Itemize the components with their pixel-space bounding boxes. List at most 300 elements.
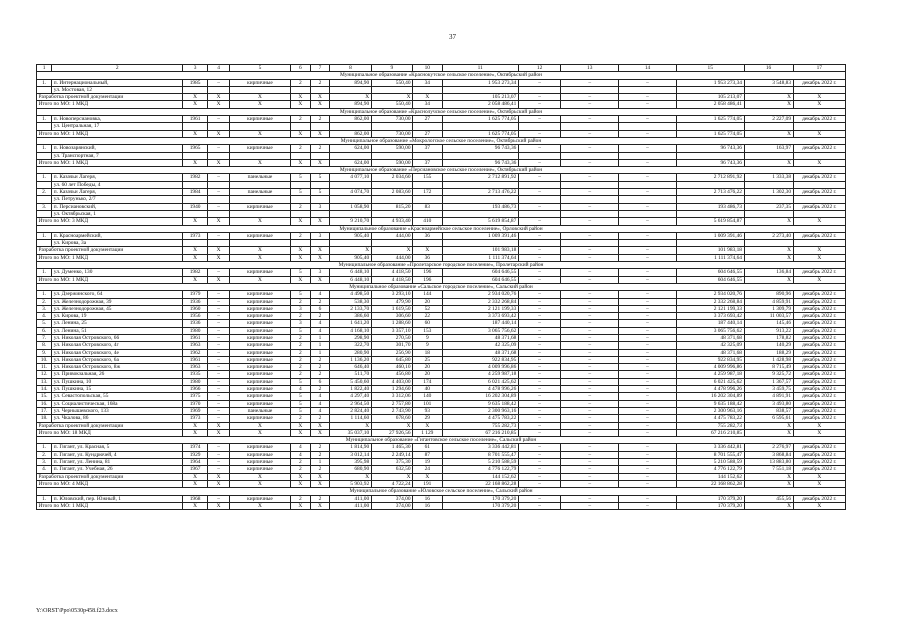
table-cell: 237,35: [744, 203, 793, 210]
table-cell: [518, 152, 561, 159]
table-cell: 2 300 963,16: [676, 407, 744, 414]
table-cell: [208, 240, 230, 247]
table-cell: 13 883,80: [744, 459, 793, 466]
table-cell: X: [793, 130, 845, 137]
table-cell: –: [619, 232, 677, 239]
table-cell: декабрь 2022 г.: [793, 232, 845, 239]
table-cell: 2 276,97: [744, 444, 793, 451]
table-cell: 178,82: [744, 334, 793, 341]
table-cell: –: [619, 269, 677, 276]
table-cell: 2: [290, 349, 310, 356]
table-cell: –: [208, 371, 230, 378]
table-cell: 2: [290, 415, 310, 422]
table-row: [37, 305, 846, 312]
column-number-row: [37, 65, 846, 72]
table-cell: 174: [413, 378, 442, 385]
table-cell: 1982: [183, 174, 208, 181]
table-cell: –: [561, 269, 619, 276]
table-cell: –: [561, 130, 619, 137]
table-cell: 632,50: [371, 466, 412, 473]
table-cell: 1.: [37, 232, 52, 239]
table-cell: –: [619, 459, 677, 466]
table-cell: 27: [413, 130, 442, 137]
table-cell: 2: [290, 298, 310, 305]
table-cell: 2 743,90: [371, 407, 412, 414]
table-cell: 730,00: [371, 116, 412, 123]
table-cell: 24: [413, 466, 442, 473]
table-cell: X: [229, 159, 290, 166]
table-cell: кирпичные: [229, 495, 290, 502]
table-cell: 37: [413, 145, 442, 152]
table-cell: [310, 196, 330, 203]
table-cell: X: [744, 429, 793, 436]
table-cell: 1.: [37, 145, 52, 152]
table-cell: декабрь 2022 г.: [793, 334, 845, 341]
table-row: [37, 298, 846, 305]
row-label: Итого по МО: 4 МКД: [37, 480, 183, 487]
table-cell: 1: [310, 349, 330, 356]
table-cell: 678,60: [371, 415, 412, 422]
table-cell: [330, 196, 371, 203]
table-cell: [619, 196, 677, 203]
table-cell: 35 037,10: [330, 429, 371, 436]
table-cell: –: [561, 189, 619, 196]
table-cell: –: [208, 459, 230, 466]
table-cell: –: [561, 101, 619, 108]
table-cell: 298,90: [330, 334, 371, 341]
table-cell: [413, 196, 442, 203]
table-cell: –: [208, 495, 230, 502]
table-cell: X: [208, 218, 230, 225]
table-row: [37, 313, 846, 320]
table-cell: 604 646,55: [442, 276, 518, 283]
table-cell: [330, 123, 371, 130]
table-cell: кирпичные: [229, 116, 290, 123]
column-number: 10: [413, 65, 442, 72]
table-cell: [371, 210, 412, 217]
table-cell: [330, 210, 371, 217]
table-cell: X: [310, 473, 330, 480]
table-cell: 3 373 693,42: [442, 313, 518, 320]
table-cell: 905,40: [330, 254, 371, 261]
table-cell: 191: [413, 480, 442, 487]
table-cell: 8 701 555,47: [676, 451, 744, 458]
table-cell: 4 074,70: [330, 189, 371, 196]
table-cell: [518, 86, 561, 93]
table-cell: 5: [290, 189, 310, 196]
table-cell: 4 478 996,26: [442, 386, 518, 393]
table-cell: 187 440,14: [676, 320, 744, 327]
table-cell: п. Персиановский,: [52, 203, 183, 210]
table-cell: –: [208, 320, 230, 327]
table-row: [37, 181, 846, 188]
table-cell: 1: [310, 459, 330, 466]
table-cell: кирпичные: [229, 305, 290, 312]
table-cell: 306,60: [371, 313, 412, 320]
table-cell: –: [619, 189, 677, 196]
table-cell: –: [208, 349, 230, 356]
table-cell: [290, 196, 310, 203]
table-cell: X: [183, 422, 208, 429]
table-cell: 34: [413, 79, 442, 86]
table-cell: –: [208, 444, 230, 451]
table-cell: 8.: [37, 342, 52, 349]
table-cell: –: [561, 400, 619, 407]
table-cell: 2 227,09: [744, 116, 793, 123]
table-cell: 1968: [183, 495, 208, 502]
column-number: 2: [52, 65, 183, 72]
table-cell: –: [561, 298, 619, 305]
table-cell: 2: [290, 313, 310, 320]
table-cell: ул. Кирова, 3a: [52, 240, 183, 247]
table-cell: –: [518, 116, 561, 123]
table-cell: 1.: [37, 444, 52, 451]
table-cell: X: [208, 130, 230, 137]
table-cell: ул. Петрунько, 2/7: [52, 196, 183, 203]
table-cell: кирпичные: [229, 203, 290, 210]
table-cell: X: [208, 422, 230, 429]
table-cell: 42 325,09: [676, 342, 744, 349]
table-cell: –: [561, 159, 619, 166]
table-cell: X: [330, 473, 371, 480]
table-cell: декабрь 2022 г.: [793, 79, 845, 86]
table-cell: X: [793, 247, 845, 254]
table-cell: –: [561, 480, 619, 487]
table-cell: [561, 196, 619, 203]
table-row: [37, 189, 846, 196]
table-cell: X: [793, 159, 845, 166]
table-cell: 96 743,36: [442, 159, 518, 166]
table-cell: –: [208, 305, 230, 312]
table-cell: –: [518, 327, 561, 334]
table-cell: 2.: [37, 298, 52, 305]
table-cell: –: [619, 451, 677, 458]
table-cell: X: [290, 101, 310, 108]
table-cell: ул. Ленина, 51: [52, 327, 183, 334]
table-cell: декабрь 2022 г.: [793, 459, 845, 466]
table-cell: 187 440,14: [442, 320, 518, 327]
table-cell: ул. Кирова, 19: [52, 313, 183, 320]
table-cell: –: [208, 415, 230, 422]
table-cell: 18: [413, 349, 442, 356]
table-cell: 1 814,90: [330, 444, 371, 451]
table-cell: кирпичные: [229, 320, 290, 327]
table-row: [37, 240, 846, 247]
table-cell: –: [561, 313, 619, 320]
table-cell: 3 373 693,42: [676, 313, 744, 320]
summary-row: [37, 218, 846, 225]
table-cell: 2 273,40: [744, 232, 793, 239]
table-cell: –: [619, 145, 677, 152]
table-cell: 3 548,83: [744, 79, 793, 86]
table-cell: [561, 152, 619, 159]
table-cell: [290, 210, 310, 217]
table-cell: 456,80: [371, 371, 412, 378]
table-cell: 375,30: [371, 459, 412, 466]
table-row: [37, 459, 846, 466]
table-cell: 1963: [183, 364, 208, 371]
table-cell: 170 379,20: [442, 502, 518, 509]
table-cell: декабрь 2022 г.: [793, 203, 845, 210]
table-cell: [413, 210, 442, 217]
table-cell: [37, 196, 52, 203]
table-cell: 22: [413, 313, 442, 320]
table-cell: 9.: [37, 349, 52, 356]
table-cell: [793, 240, 845, 247]
table-cell: X: [229, 429, 290, 436]
table-cell: 163,97: [744, 145, 793, 152]
table-cell: X: [290, 473, 310, 480]
table-row: [37, 364, 846, 371]
table-cell: 1 129: [413, 429, 442, 436]
table-cell: –: [518, 159, 561, 166]
table-cell: 4 418,50: [371, 269, 412, 276]
table-cell: [229, 86, 290, 93]
table-cell: [793, 210, 845, 217]
section-title: Муниципальное образование «Краснолучское сельское поселение», Октябрьский район: [37, 108, 846, 115]
table-cell: 61: [413, 444, 442, 451]
table-cell: 5 210 588,59: [676, 459, 744, 466]
table-cell: 894,90: [330, 79, 371, 86]
table-cell: –: [561, 422, 619, 429]
table-cell: 170 379,20: [676, 495, 744, 502]
table-cell: –: [619, 371, 677, 378]
table-cell: 2: [290, 79, 310, 86]
table-cell: ул. Чернышевского, 133: [52, 407, 183, 414]
table-cell: –: [208, 145, 230, 152]
table-cell: –: [561, 371, 619, 378]
table-row: [37, 386, 846, 393]
table-row: [37, 123, 846, 130]
table-cell: X: [208, 94, 230, 101]
table-cell: –: [518, 444, 561, 451]
table-cell: X: [744, 218, 793, 225]
table-cell: [310, 152, 330, 159]
column-number: 1: [37, 65, 52, 72]
table-cell: 36: [413, 232, 442, 239]
table-cell: кирпичные: [229, 269, 290, 276]
table-row: [37, 334, 846, 341]
table-cell: –: [561, 174, 619, 181]
table-cell: 4 478 996,26: [676, 386, 744, 393]
table-cell: –: [619, 291, 677, 298]
table-cell: X: [744, 473, 793, 480]
table-cell: 3 493,80: [744, 400, 793, 407]
table-cell: п. Юловский, пер. Южный, 1: [52, 495, 183, 502]
table-cell: –: [518, 145, 561, 152]
table-cell: 6: [310, 305, 330, 312]
table-cell: [442, 181, 518, 188]
table-cell: 42 325,09: [442, 342, 518, 349]
table-cell: [676, 196, 744, 203]
table-cell: кирпичные: [229, 393, 290, 400]
table-cell: 322,70: [330, 342, 371, 349]
section-title: Муниципальное образование «Гигантовское сельское поселение», Сальский район: [37, 437, 846, 444]
table-cell: 1960: [183, 305, 208, 312]
table-cell: 12.: [37, 371, 52, 378]
table-cell: 511,70: [330, 371, 371, 378]
table-cell: 48 371,68: [676, 334, 744, 341]
table-cell: 9 210,70: [330, 218, 371, 225]
table-cell: –: [619, 502, 677, 509]
table-cell: п. Гигант, ул. Учебная, 26: [52, 466, 183, 473]
table-cell: кирпичные: [229, 364, 290, 371]
table-cell: –: [208, 298, 230, 305]
table-cell: декабрь 2022 г.: [793, 466, 845, 473]
table-cell: [208, 86, 230, 93]
table-cell: –: [518, 305, 561, 312]
table-cell: X: [183, 276, 208, 283]
table-cell: 3 868,84: [744, 451, 793, 458]
table-cell: –: [561, 386, 619, 393]
table-cell: кирпичные: [229, 444, 290, 451]
table-cell: 1.: [37, 116, 52, 123]
table-cell: декабрь 2022 г.: [793, 400, 845, 407]
table-cell: X: [183, 94, 208, 101]
table-cell: –: [208, 334, 230, 341]
table-cell: [413, 86, 442, 93]
table-cell: –: [619, 94, 677, 101]
table-cell: –: [208, 79, 230, 86]
table-cell: [744, 240, 793, 247]
table-cell: [208, 181, 230, 188]
table-cell: –: [619, 415, 677, 422]
table-cell: 196: [413, 269, 442, 276]
table-cell: [183, 181, 208, 188]
table-cell: X: [413, 247, 442, 254]
table-cell: [37, 86, 52, 93]
table-cell: кирпичные: [229, 356, 290, 363]
table-cell: ул. Думенко, 130: [52, 269, 183, 276]
table-cell: 3 459,75: [744, 386, 793, 393]
row-label: Итого по МО: 1 МКД: [37, 159, 183, 166]
table-cell: X: [208, 159, 230, 166]
column-number: 15: [676, 65, 744, 72]
table-cell: 604 646,55: [676, 269, 744, 276]
table-cell: 145,46: [744, 320, 793, 327]
table-cell: –: [561, 232, 619, 239]
table-cell: –: [619, 174, 677, 181]
table-cell: X: [310, 94, 330, 101]
table-cell: 3: [310, 203, 330, 210]
summary-row: [37, 502, 846, 509]
table-cell: 1 428,98: [744, 356, 793, 363]
table-cell: 4 418,50: [371, 276, 412, 283]
table-cell: 2 934 020,76: [442, 291, 518, 298]
table-cell: 1 822,40: [330, 386, 371, 393]
table-cell: ул. Транспортная, 7: [52, 152, 183, 159]
table-cell: ул. 60 лет Победы, 4: [52, 181, 183, 188]
table-cell: –: [619, 466, 677, 473]
table-cell: 5 903,92: [330, 480, 371, 487]
table-cell: п. Казачьи Лагеря,: [52, 189, 183, 196]
table-cell: –: [561, 364, 619, 371]
table-cell: 2 133,70: [330, 305, 371, 312]
table-cell: 13.: [37, 378, 52, 385]
table-cell: 2: [310, 298, 330, 305]
table-cell: –: [619, 79, 677, 86]
table-cell: [676, 181, 744, 188]
table-cell: –: [518, 218, 561, 225]
table-cell: –: [518, 349, 561, 356]
table-cell: 1 302,30: [744, 189, 793, 196]
table-cell: 815,20: [371, 203, 412, 210]
table-cell: –: [561, 342, 619, 349]
table-cell: X: [310, 159, 330, 166]
table-cell: ул. Дзержинского, 64: [52, 291, 183, 298]
table-cell: [744, 210, 793, 217]
table-cell: 3: [310, 269, 330, 276]
table-cell: [676, 152, 744, 159]
table-cell: 2 332 268,84: [676, 298, 744, 305]
table-cell: –: [561, 459, 619, 466]
table-cell: 67 216 210,85: [442, 429, 518, 436]
table-cell: декабрь 2022 г.: [793, 444, 845, 451]
table-row: [37, 269, 846, 276]
table-cell: 5: [290, 378, 310, 385]
table-cell: 19: [413, 459, 442, 466]
table-cell: 1: [310, 334, 330, 341]
table-cell: 913,22: [744, 327, 793, 334]
table-cell: –: [518, 502, 561, 509]
table-cell: 48 371,68: [676, 349, 744, 356]
table-cell: декабрь 2022 г.: [793, 313, 845, 320]
table-cell: 624,00: [330, 159, 371, 166]
table-cell: –: [619, 298, 677, 305]
table-cell: –: [518, 276, 561, 283]
table-cell: 193 486,73: [442, 203, 518, 210]
section-header-row: [37, 283, 846, 290]
table-cell: –: [518, 313, 561, 320]
table-cell: [371, 240, 412, 247]
table-cell: 2: [290, 466, 310, 473]
table-cell: 1956: [183, 313, 208, 320]
table-cell: 10.: [37, 356, 52, 363]
table-cell: X: [793, 276, 845, 283]
table-cell: кирпичные: [229, 145, 290, 152]
table-cell: 1936: [183, 298, 208, 305]
table-cell: 460,10: [371, 364, 412, 371]
table-cell: X: [229, 422, 290, 429]
table-cell: 444,00: [371, 254, 412, 261]
table-cell: 1 136,20: [330, 356, 371, 363]
table-cell: 96 743,36: [676, 145, 744, 152]
table-cell: 2 034,60: [371, 174, 412, 181]
table-cell: X: [229, 101, 290, 108]
table-cell: [371, 196, 412, 203]
table-cell: [619, 152, 677, 159]
table-cell: п. Интернациональный,: [52, 79, 183, 86]
table-cell: X: [744, 159, 793, 166]
column-number: 9: [371, 65, 412, 72]
table-cell: –: [561, 393, 619, 400]
table-cell: –: [208, 378, 230, 385]
summary-row: [37, 422, 846, 429]
table-cell: –: [619, 400, 677, 407]
table-cell: ул. Николая Островского, 6а: [52, 356, 183, 363]
table-cell: [676, 210, 744, 217]
table-cell: 96 743,36: [676, 159, 744, 166]
table-cell: [229, 196, 290, 203]
table-cell: 2 058 486,41: [442, 101, 518, 108]
table-cell: 1969: [183, 407, 208, 414]
row-label: Итого по МО: 1 МКД: [37, 101, 183, 108]
table-cell: 9 635 188,42: [442, 400, 518, 407]
table-cell: декабрь 2022 г.: [793, 451, 845, 458]
summary-row: [37, 480, 846, 487]
table-cell: 374,00: [371, 502, 412, 509]
table-cell: 2: [310, 415, 330, 422]
